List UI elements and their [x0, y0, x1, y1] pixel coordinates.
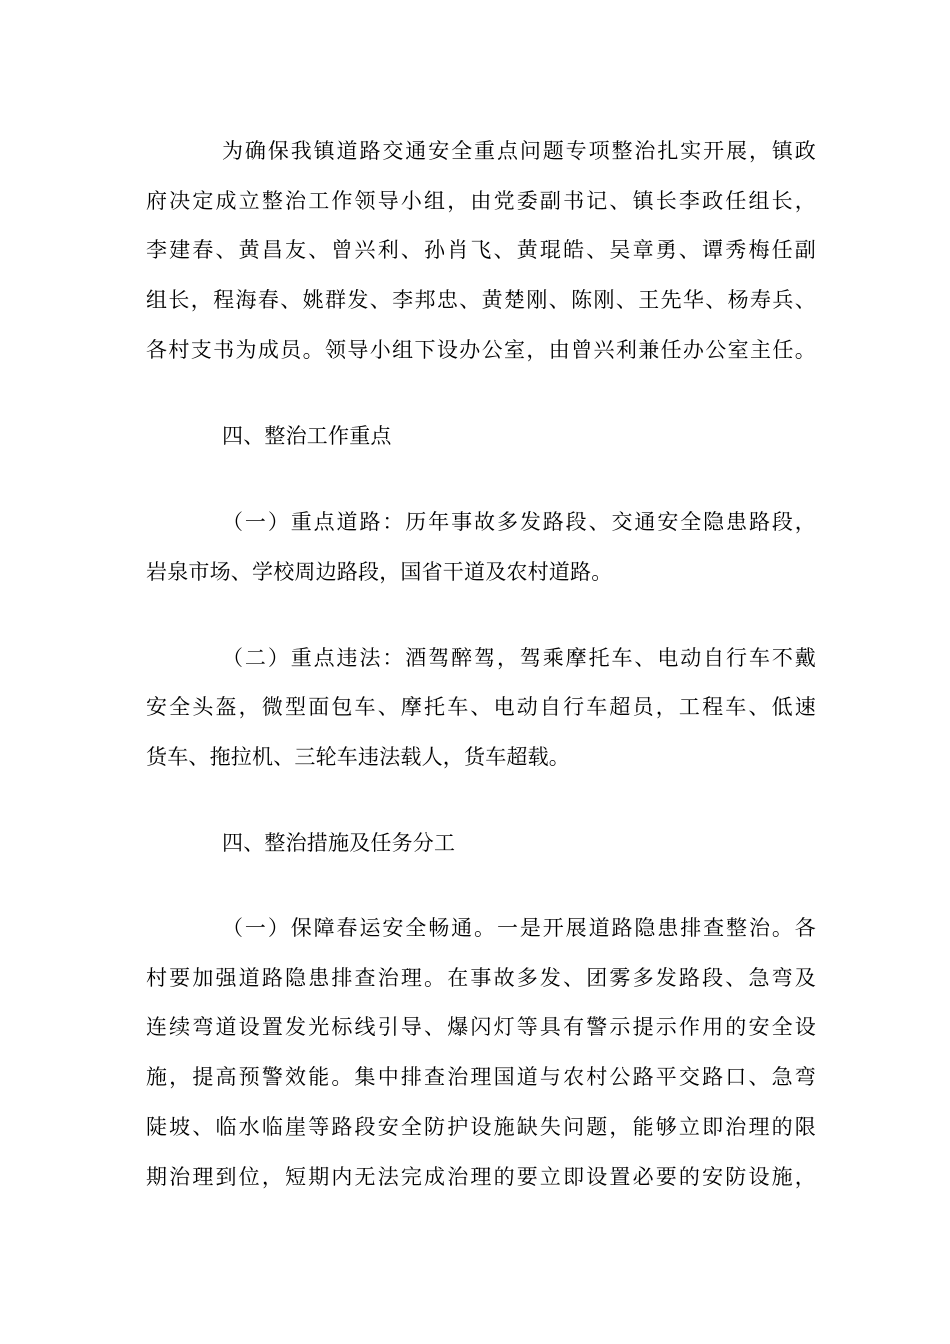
paragraph-4-line-3: 连续弯道设置发光标线引导、爆闪灯等具有警示提示作用的安全设	[146, 1015, 816, 1039]
paragraph-3-line-1: （二）重点违法：酒驾醉驾，驾乘摩托车、电动自行车不戴	[222, 646, 816, 670]
paragraph-1-line-4: 组长，程海春、姚群发、李邦忠、黄楚刚、陈刚、王先华、杨寿兵、	[146, 288, 816, 312]
paragraph-1-line-5: 各村支书为成员。领导小组下设办公室，由曾兴利兼任办公室主任。	[146, 338, 816, 362]
paragraph-1-line-2: 府决定成立整治工作领导小组，由党委副书记、镇长李政任组长，	[146, 189, 816, 213]
paragraph-4-line-4: 施，提高预警效能。集中排查治理国道与农村公路平交路口、急弯	[146, 1065, 816, 1089]
paragraph-4-line-1: （一）保障春运安全畅通。一是开展道路隐患排查整治。各	[222, 916, 816, 940]
section-heading-2: 四、整治措施及任务分工	[222, 831, 456, 855]
section-heading-1: 四、整治工作重点	[222, 424, 392, 448]
paragraph-3-line-2: 安全头盔，微型面包车、摩托车、电动自行车超员，工程车、低速	[146, 695, 816, 719]
paragraph-4-line-5: 陡坡、临水临崖等路段安全防护设施缺失问题，能够立即治理的限	[146, 1115, 816, 1139]
paragraph-4-line-2: 村要加强道路隐患排查治理。在事故多发、团雾多发路段、急弯及	[146, 966, 816, 990]
paragraph-3-line-3: 货车、拖拉机、三轮车违法载人，货车超载。	[146, 745, 570, 769]
paragraph-2-line-1: （一）重点道路：历年事故多发路段、交通安全隐患路段，	[222, 510, 816, 534]
paragraph-1-line-3: 李建春、黄昌友、曾兴利、孙肖飞、黄琨皓、吴章勇、谭秀梅任副	[146, 238, 816, 262]
paragraph-2-line-2: 岩泉市场、学校周边路段，国省干道及农村道路。	[146, 560, 613, 584]
paragraph-4-line-6: 期治理到位，短期内无法完成治理的要立即设置必要的安防设施，	[146, 1165, 816, 1189]
paragraph-1-line-1: 为确保我镇道路交通安全重点问题专项整治扎实开展，镇政	[222, 139, 816, 163]
